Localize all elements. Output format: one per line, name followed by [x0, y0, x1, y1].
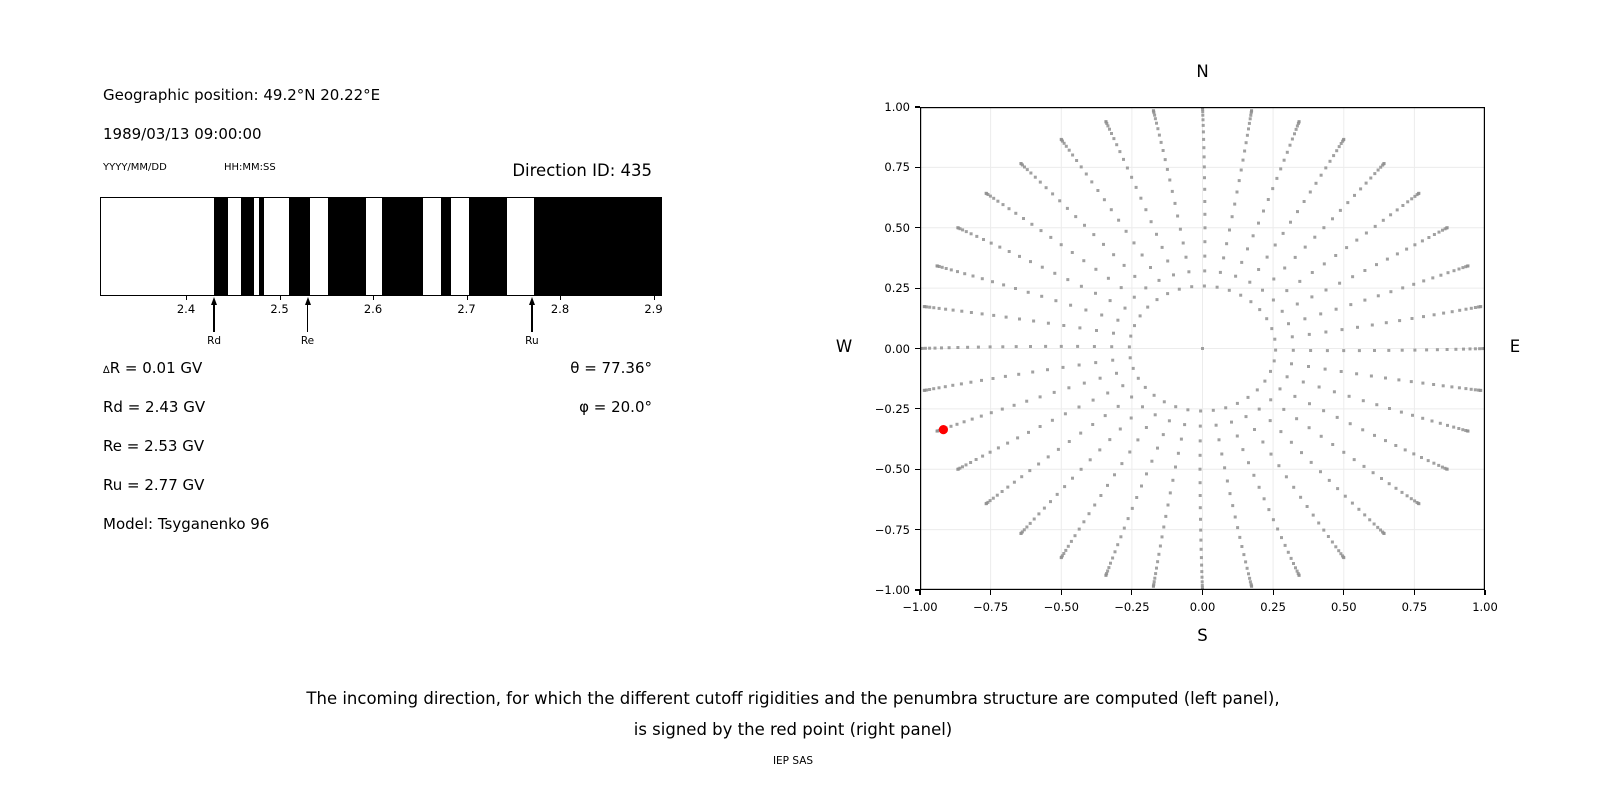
dirmap-xtick-label: −0.25 [1114, 600, 1150, 614]
dirmap-xtick-mark [990, 590, 991, 595]
dirmap-ytick-label: 0.75 [884, 160, 910, 175]
penumbra-tick-mark [467, 295, 468, 300]
dirmap-ytick-label: 0.00 [884, 341, 910, 356]
compass-east-label: E [1509, 337, 1521, 356]
penumbra-tick-mark [560, 295, 561, 300]
penumbra-plot-area [100, 197, 662, 296]
dirmap-xtick-mark [1414, 590, 1415, 595]
direction-map-panel [835, 62, 1521, 645]
up-arrow-icon [529, 297, 535, 305]
dirmap-ytick-label: −0.25 [874, 401, 910, 416]
dirmap-ytick-mark [915, 227, 920, 228]
dirmap-xtick-label: −0.75 [972, 600, 1009, 614]
penumbra-marker-label: Ru [525, 335, 539, 347]
dirmap-ytick-label: 0.25 [884, 281, 910, 296]
ru-value: Ru = 2.77 GV [103, 476, 205, 494]
highlight-red-point [939, 425, 948, 434]
dirmap-xtick-mark [1273, 590, 1274, 595]
dirmap-ytick-label: −0.75 [874, 522, 910, 537]
penumbra-marker-label: Rd [207, 335, 222, 347]
theta-value: θ = 77.36° [570, 359, 652, 377]
dirmap-ytick-mark [915, 348, 920, 349]
compass-west-label: W [835, 337, 853, 356]
penumbra-marker-ru [522, 297, 542, 347]
date-format-label: YYYY/MM/DD [103, 162, 167, 173]
rd-value: Rd = 2.43 GV [103, 398, 206, 416]
penumbra-tick-label: 2.5 [270, 302, 289, 316]
time-format-label: HH:MM:SS [224, 162, 276, 173]
up-arrow-icon [211, 297, 217, 305]
penumbra-forbidden-band [382, 198, 422, 295]
penumbra-forbidden-band [328, 198, 366, 295]
penumbra-tick-label: 2.7 [457, 302, 476, 316]
dirmap-xtick-label: 1.00 [1472, 600, 1498, 614]
dirmap-xtick-label: 0.50 [1330, 600, 1357, 614]
model-label: Model: Tsyganenko 96 [103, 515, 270, 533]
penumbra-tick-label: 2.9 [644, 302, 663, 316]
dirmap-xtick-label: 0.25 [1260, 600, 1286, 614]
geo-position-text: Geographic position: 49.2°N 20.22°E [103, 86, 381, 104]
dirmap-xtick-mark [1061, 590, 1062, 595]
compass-south-label: S [1197, 626, 1208, 645]
dirmap-ytick-mark [915, 167, 920, 168]
delta-symbol: ∆ [103, 365, 110, 376]
dirmap-ytick-mark [915, 288, 920, 289]
penumbra-tick-label: 2.6 [363, 302, 383, 316]
penumbra-tick-label: 2.4 [176, 302, 196, 316]
dirmap-xtick-mark [1343, 590, 1344, 595]
caption-line-1: The incoming direction, for which the different cutoff rigidities and the penumbra structure are computed (left panel), [306, 689, 1280, 708]
dirmap-xtick-label: −1.00 [902, 600, 938, 614]
dirmap-ytick-label: 0.50 [884, 220, 910, 235]
penumbra-forbidden-band [441, 198, 450, 295]
penumbra-tick-mark [654, 295, 655, 300]
dirmap-ytick-mark [915, 106, 920, 107]
penumbra-forbidden-band [534, 198, 661, 295]
penumbra-forbidden-band [289, 198, 311, 295]
penumbra-forbidden-band [214, 198, 228, 295]
dirmap-xtick-label: 0.75 [1401, 600, 1428, 614]
phi-value: φ = 20.0° [579, 398, 652, 416]
direction-id-label: Direction ID: 435 [512, 161, 652, 180]
dirmap-ytick-label: −1.00 [874, 583, 910, 597]
dirmap-ytick-label: 1.00 [884, 100, 910, 114]
up-arrow-shaft [307, 305, 308, 332]
penumbra-forbidden-band [259, 198, 264, 295]
penumbra-tick-mark [186, 295, 187, 300]
dirmap-ytick-mark [915, 529, 920, 530]
dirmap-xtick-mark [1202, 590, 1203, 595]
dirmap-xtick-mark [919, 590, 920, 595]
up-arrow-shaft [213, 305, 214, 332]
dirmap-ytick-mark [915, 469, 920, 470]
dirmap-xtick-mark [1484, 590, 1485, 595]
penumbra-tick-label: 2.8 [550, 302, 570, 316]
penumbra-forbidden-band [469, 198, 506, 295]
up-arrow-shaft [531, 305, 532, 332]
datetime-text: 1989/03/13 09:00:00 [103, 125, 262, 143]
delta-r-value: ∆R = 0.01 GV [103, 359, 203, 377]
dirmap-xtick-label: 0.00 [1189, 600, 1216, 614]
dirmap-ytick-mark [915, 408, 920, 409]
dirmap-xtick-label: −0.50 [1043, 600, 1079, 614]
penumbra-marker-rd [204, 297, 224, 347]
dirmap-xtick-mark [1131, 590, 1132, 595]
compass-north-label: N [1196, 62, 1209, 81]
re-value: Re = 2.53 GV [103, 437, 205, 455]
penumbra-forbidden-band [241, 198, 254, 295]
credit-label: IEP SAS [772, 755, 814, 767]
penumbra-tick-mark [280, 295, 281, 300]
penumbra-marker-label: Re [300, 335, 315, 347]
up-arrow-icon [305, 297, 311, 305]
caption-line-2: is signed by the red point (right panel) [633, 720, 953, 739]
penumbra-marker-re [298, 297, 318, 347]
direction-map-plot [920, 107, 1485, 590]
penumbra-tick-mark [373, 295, 374, 300]
dirmap-ytick-label: −0.50 [874, 462, 910, 477]
